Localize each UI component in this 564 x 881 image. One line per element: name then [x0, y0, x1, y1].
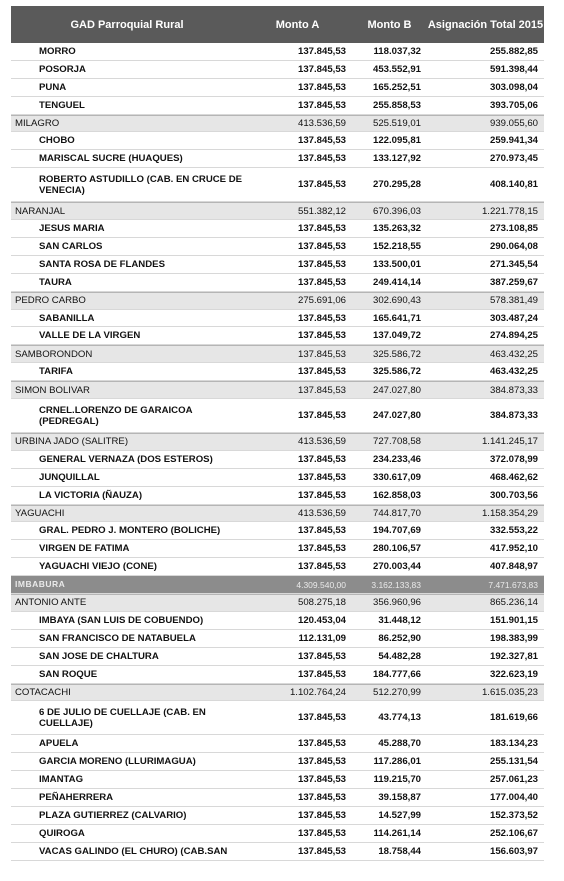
cell-name: GARCIA MORENO (LLURIMAGUA)	[39, 756, 196, 768]
cell-name: TAURA	[39, 276, 72, 288]
cell-monto-b: 119.215,70	[373, 774, 421, 786]
cell-total: 408.140,81	[489, 179, 538, 191]
cell-monto-a: 137.845,53	[297, 809, 346, 821]
cell-total: 290.064,08	[489, 240, 538, 252]
cell-name: YAGUACHI	[15, 508, 65, 520]
cell-monto-b: 356.960,96	[372, 597, 421, 609]
cell-name: MARISCAL SUCRE (HUAQUES)	[39, 153, 183, 165]
table-row	[11, 843, 544, 861]
table-row	[11, 630, 544, 648]
cell-name: COTACACHI	[15, 686, 71, 698]
cell-total: 152.373,52	[489, 809, 538, 821]
cell-monto-b: 302.690,43	[372, 295, 421, 307]
cell-monto-b: 270.295,28	[372, 179, 421, 191]
cell-total: 198.383,99	[489, 632, 538, 644]
cell-monto-b: 247.027,80	[372, 384, 421, 396]
cell-name: PEÑAHERRERA	[39, 792, 114, 803]
cell-monto-a: 413.536,59	[297, 436, 346, 448]
cell-total: 273.108,85	[489, 223, 538, 235]
cell-total: 463.432,25	[489, 366, 538, 378]
cell-total: 1.615.035,23	[481, 686, 538, 698]
table-row	[11, 735, 544, 753]
cell-monto-b: 184.777,66	[372, 668, 421, 680]
cell-monto-b: 247.027,80	[372, 410, 421, 422]
cell-name: SANTA ROSA DE FLANDES	[39, 258, 165, 270]
cell-name: GENERAL VERNAZA (DOS ESTEROS)	[39, 453, 213, 465]
cell-monto-a: 137.845,53	[297, 240, 346, 252]
cell-name: JUNQUILLAL	[39, 471, 100, 483]
cell-monto-b: 18.758,44	[378, 845, 421, 857]
cell-monto-a: 137.845,53	[297, 81, 346, 93]
cell-monto-b: 135.263,32	[372, 223, 421, 235]
cell-total: 384.873,33	[489, 384, 538, 396]
cell-monto-b: 86.252,90	[378, 632, 421, 644]
cell-name: TARIFA	[39, 366, 73, 378]
cell-total: 384.873,33	[489, 410, 538, 422]
cell-monto-b: 744.817,70	[372, 508, 421, 520]
cell-monto-a: 137.845,53	[297, 792, 346, 803]
cell-total: 271.345,54	[489, 258, 538, 270]
cell-total: 939.055,60	[489, 118, 538, 129]
cell-monto-b: 114.261,14	[373, 827, 421, 839]
cell-monto-b: 39.158,87	[378, 792, 421, 803]
cell-total: 257.061,23	[489, 774, 538, 786]
cell-total: 255.131,54	[489, 756, 538, 768]
cell-monto-a: 137.845,53	[297, 774, 346, 786]
cell-monto-b: 525.519,01	[372, 118, 421, 129]
cell-monto-a: 137.845,53	[297, 410, 346, 422]
cell-monto-a: 137.845,53	[297, 738, 346, 750]
cell-monto-a: 137.845,53	[297, 489, 346, 501]
table-row	[11, 274, 544, 292]
table-row	[11, 594, 544, 612]
cell-monto-a: 1.102.764,24	[289, 686, 346, 698]
table-row	[11, 132, 544, 150]
cell-monto-b: 133.127,92	[372, 153, 421, 165]
table-row	[11, 115, 544, 133]
cell-monto-b: 31.448,12	[378, 614, 421, 626]
cell-monto-b: 165.641,71	[372, 312, 421, 324]
table-row	[11, 292, 544, 310]
cell-name: PUNA	[39, 81, 67, 93]
cell-total: 181.619,66	[489, 712, 538, 724]
cell-name: CHOBO	[39, 135, 75, 147]
cell-monto-b: 330.617,09	[372, 471, 421, 483]
cell-monto-a: 137.845,53	[297, 153, 346, 165]
cell-monto-a: 120.453,04	[297, 614, 346, 626]
cell-monto-b: 45.288,70	[378, 738, 421, 750]
cell-total: 1.141.245,17	[481, 436, 538, 448]
cell-name: SAN CARLOS	[39, 240, 103, 252]
cell-monto-a: 137.845,53	[297, 63, 346, 75]
cell-total: 259.941,34	[489, 135, 538, 147]
cell-total: 7.471.673,83	[488, 579, 538, 590]
cell-monto-a: 4.309.540,00	[296, 579, 346, 590]
cell-monto-a: 137.845,53	[297, 561, 346, 573]
cell-name: SAN JOSE DE CHALTURA	[39, 650, 159, 662]
cell-total: 407.848,97	[489, 561, 538, 573]
cell-monto-a: 275.691,06	[297, 295, 346, 307]
table-row	[11, 363, 544, 381]
cell-name: SABANILLA	[39, 312, 95, 324]
table-row	[11, 807, 544, 825]
cell-total: 578.381,49	[489, 295, 538, 307]
cell-total: 417.952,10	[489, 543, 538, 555]
table-row	[11, 753, 544, 771]
cell-monto-a: 137.845,53	[297, 827, 346, 839]
table-row	[11, 220, 544, 238]
cell-name: APUELA	[39, 738, 79, 750]
cell-monto-b: 122.095,81	[372, 135, 421, 147]
cell-name: MILAGRO	[15, 118, 60, 129]
cell-total: 183.134,23	[489, 738, 538, 750]
cell-name: IMANTAG	[39, 774, 84, 786]
cell-monto-b: 249.414,14	[372, 276, 421, 288]
cell-name: VIRGEN DE FATIMA	[39, 543, 130, 555]
table-row	[11, 612, 544, 630]
cell-total: 177.004,40	[489, 792, 538, 803]
cell-name: POSORJA	[39, 63, 86, 75]
cell-name: PEDRO CARBO	[15, 295, 86, 307]
cell-monto-b: 43.774,13	[378, 712, 421, 724]
cell-total: 300.703,56	[489, 489, 538, 501]
cell-monto-b: 152.218,55	[372, 240, 421, 252]
cell-monto-a: 137.845,53	[297, 99, 346, 111]
cell-total: 252.106,67	[489, 827, 538, 839]
cell-monto-b: 325.586,72	[372, 366, 421, 378]
cell-total: 463.432,25	[489, 348, 538, 360]
cell-monto-b: 325.586,72	[372, 348, 421, 360]
table-row	[11, 771, 544, 789]
table-row	[11, 79, 544, 97]
cell-total: 1.221.778,15	[481, 205, 538, 217]
cell-total: 303.098,04	[489, 81, 538, 93]
cell-monto-a: 137.845,53	[297, 366, 346, 378]
cell-monto-a: 137.845,53	[297, 756, 346, 768]
cell-total: 192.327,81	[489, 650, 538, 662]
cell-monto-b: 270.003,44	[372, 561, 421, 573]
cell-name: CRNEL.LORENZO DE GARAICOA (PEDREGAL)	[39, 404, 193, 427]
cell-total: 156.603,97	[489, 845, 538, 857]
table-row	[11, 684, 544, 702]
cell-name: GRAL. PEDRO J. MONTERO (BOLICHE)	[39, 525, 221, 537]
cell-monto-b: 255.858,53	[372, 99, 421, 111]
table-row	[11, 522, 544, 540]
table-row	[11, 648, 544, 666]
cell-total: 1.158.354,29	[481, 508, 538, 520]
table-row	[11, 345, 544, 363]
table-row	[11, 576, 544, 594]
table-row	[11, 256, 544, 274]
cell-monto-b: 234.233,46	[372, 453, 421, 465]
table-row	[11, 825, 544, 843]
cell-name: SIMON BOLIVAR	[15, 384, 90, 396]
cell-total: 151.901,15	[489, 614, 538, 626]
cell-monto-a: 137.845,53	[297, 348, 346, 360]
cell-total: 303.487,24	[489, 312, 538, 324]
cell-monto-b: 118.037,32	[373, 45, 421, 57]
cell-monto-b: 162.858,03	[372, 489, 421, 501]
cell-total: 591.398,44	[489, 63, 538, 75]
cell-monto-b: 133.500,01	[372, 258, 421, 270]
cell-monto-a: 508.275,18	[297, 597, 346, 609]
cell-name: PLAZA GUTIERREZ (CALVARIO)	[39, 809, 187, 821]
cell-name: SAN ROQUE	[39, 668, 98, 680]
table-row	[11, 469, 544, 487]
table-row	[11, 487, 544, 505]
cell-monto-a: 137.845,53	[297, 330, 346, 342]
cell-name: ROBERTO ASTUDILLO (CAB. EN CRUCE DE VENECIA)	[39, 173, 243, 196]
cell-total: 332.553,22	[489, 525, 538, 537]
table-row	[11, 558, 544, 576]
cell-monto-b: 512.270,99	[372, 686, 421, 698]
cell-total: 865.236,14	[489, 597, 538, 609]
cell-total: 468.462,62	[489, 471, 538, 483]
cell-monto-a: 137.845,53	[297, 312, 346, 324]
cell-monto-b: 14.527,99	[378, 809, 421, 821]
cell-monto-a: 137.845,53	[297, 668, 346, 680]
table-row	[11, 701, 544, 735]
cell-name: JESUS MARIA	[39, 223, 105, 235]
cell-monto-a: 137.845,53	[297, 712, 346, 724]
table-row	[11, 97, 544, 115]
cell-total: 387.259,67	[489, 276, 538, 288]
cell-monto-a: 413.536,59	[297, 118, 346, 129]
cell-monto-b: 670.396,03	[372, 205, 421, 217]
cell-monto-a: 137.845,53	[297, 135, 346, 147]
cell-monto-b: 3.162.133,83	[371, 579, 421, 590]
cell-name: 6 DE JULIO DE CUELLAJE (CAB. EN CUELLAJE)	[39, 706, 206, 729]
cell-monto-a: 551.382,12	[297, 205, 346, 217]
cell-name: SAMBORONDON	[15, 348, 93, 360]
table-row	[11, 399, 544, 433]
cell-name: TENGUEL	[39, 99, 85, 111]
cell-name: MORRO	[39, 45, 76, 57]
table-row	[11, 202, 544, 220]
cell-monto-b: 137.049,72	[372, 330, 421, 342]
cell-name: IMBAYA (SAN LUIS DE COBUENDO)	[39, 614, 204, 626]
allocation-table	[11, 6, 544, 861]
header-gad: GAD Parroquial Rural	[70, 18, 184, 31]
cell-name: YAGUACHI VIEJO (CONE)	[39, 561, 157, 573]
cell-monto-b: 117.286,01	[373, 756, 421, 768]
cell-monto-a: 137.845,53	[297, 179, 346, 191]
header-monto-b: Monto B	[367, 18, 412, 31]
table-row	[11, 433, 544, 451]
cell-total: 274.894,25	[489, 330, 538, 342]
cell-monto-a: 137.845,53	[297, 258, 346, 270]
cell-monto-a: 137.845,53	[297, 471, 346, 483]
cell-name: URBINA JADO (SALITRE)	[15, 436, 129, 448]
table-row	[11, 168, 544, 202]
cell-monto-a: 137.845,53	[297, 384, 346, 396]
cell-monto-b: 727.708,58	[372, 436, 421, 448]
table-row	[11, 666, 544, 684]
cell-total: 372.078,99	[489, 453, 538, 465]
cell-total: 322.623,19	[489, 668, 538, 680]
cell-monto-b: 54.482,28	[378, 650, 421, 662]
table-body	[11, 43, 544, 861]
cell-name: NARANJAL	[15, 205, 66, 217]
cell-monto-a: 137.845,53	[297, 453, 346, 465]
cell-name: VALLE DE LA VIRGEN	[39, 330, 141, 342]
table-row	[11, 505, 544, 523]
cell-total: 255.882,85	[489, 45, 538, 57]
cell-total: 393.705,06	[489, 99, 538, 111]
cell-monto-b: 453.552,91	[372, 63, 421, 75]
table-row	[11, 61, 544, 79]
table-row	[11, 150, 544, 168]
cell-name: SAN FRANCISCO DE NATABUELA	[39, 632, 196, 644]
cell-monto-a: 137.845,53	[297, 45, 346, 57]
cell-name: ANTONIO ANTE	[15, 597, 87, 609]
table-row	[11, 310, 544, 328]
table-row	[11, 789, 544, 807]
table-row	[11, 327, 544, 345]
cell-monto-a: 137.845,53	[297, 525, 346, 537]
cell-monto-a: 137.845,53	[297, 223, 346, 235]
cell-name: LA VICTORIA (ÑAUZA)	[39, 489, 143, 501]
cell-monto-a: 112.131,09	[298, 632, 346, 644]
table-row	[11, 381, 544, 399]
cell-monto-b: 194.707,69	[372, 525, 421, 537]
cell-name: QUIROGA	[39, 827, 85, 839]
cell-monto-a: 137.845,53	[297, 276, 346, 288]
cell-name: VACAS GALINDO (EL CHURO) (CAB.SAN	[39, 845, 228, 857]
table-row	[11, 238, 544, 256]
cell-monto-a: 413.536,59	[297, 508, 346, 520]
cell-monto-b: 165.252,51	[372, 81, 421, 93]
table-row	[11, 451, 544, 469]
cell-name: IMBABURA	[15, 579, 66, 590]
table-header	[11, 6, 544, 43]
header-monto-a: Monto A	[275, 18, 320, 31]
header-total: Asignación Total 2015	[427, 18, 544, 31]
table-row	[11, 540, 544, 558]
cell-monto-b: 280.106,57	[372, 543, 421, 555]
table-row	[11, 43, 544, 61]
cell-monto-a: 137.845,53	[297, 650, 346, 662]
cell-monto-a: 137.845,53	[297, 543, 346, 555]
cell-monto-a: 137.845,53	[297, 845, 346, 857]
cell-total: 270.973,45	[489, 153, 538, 165]
